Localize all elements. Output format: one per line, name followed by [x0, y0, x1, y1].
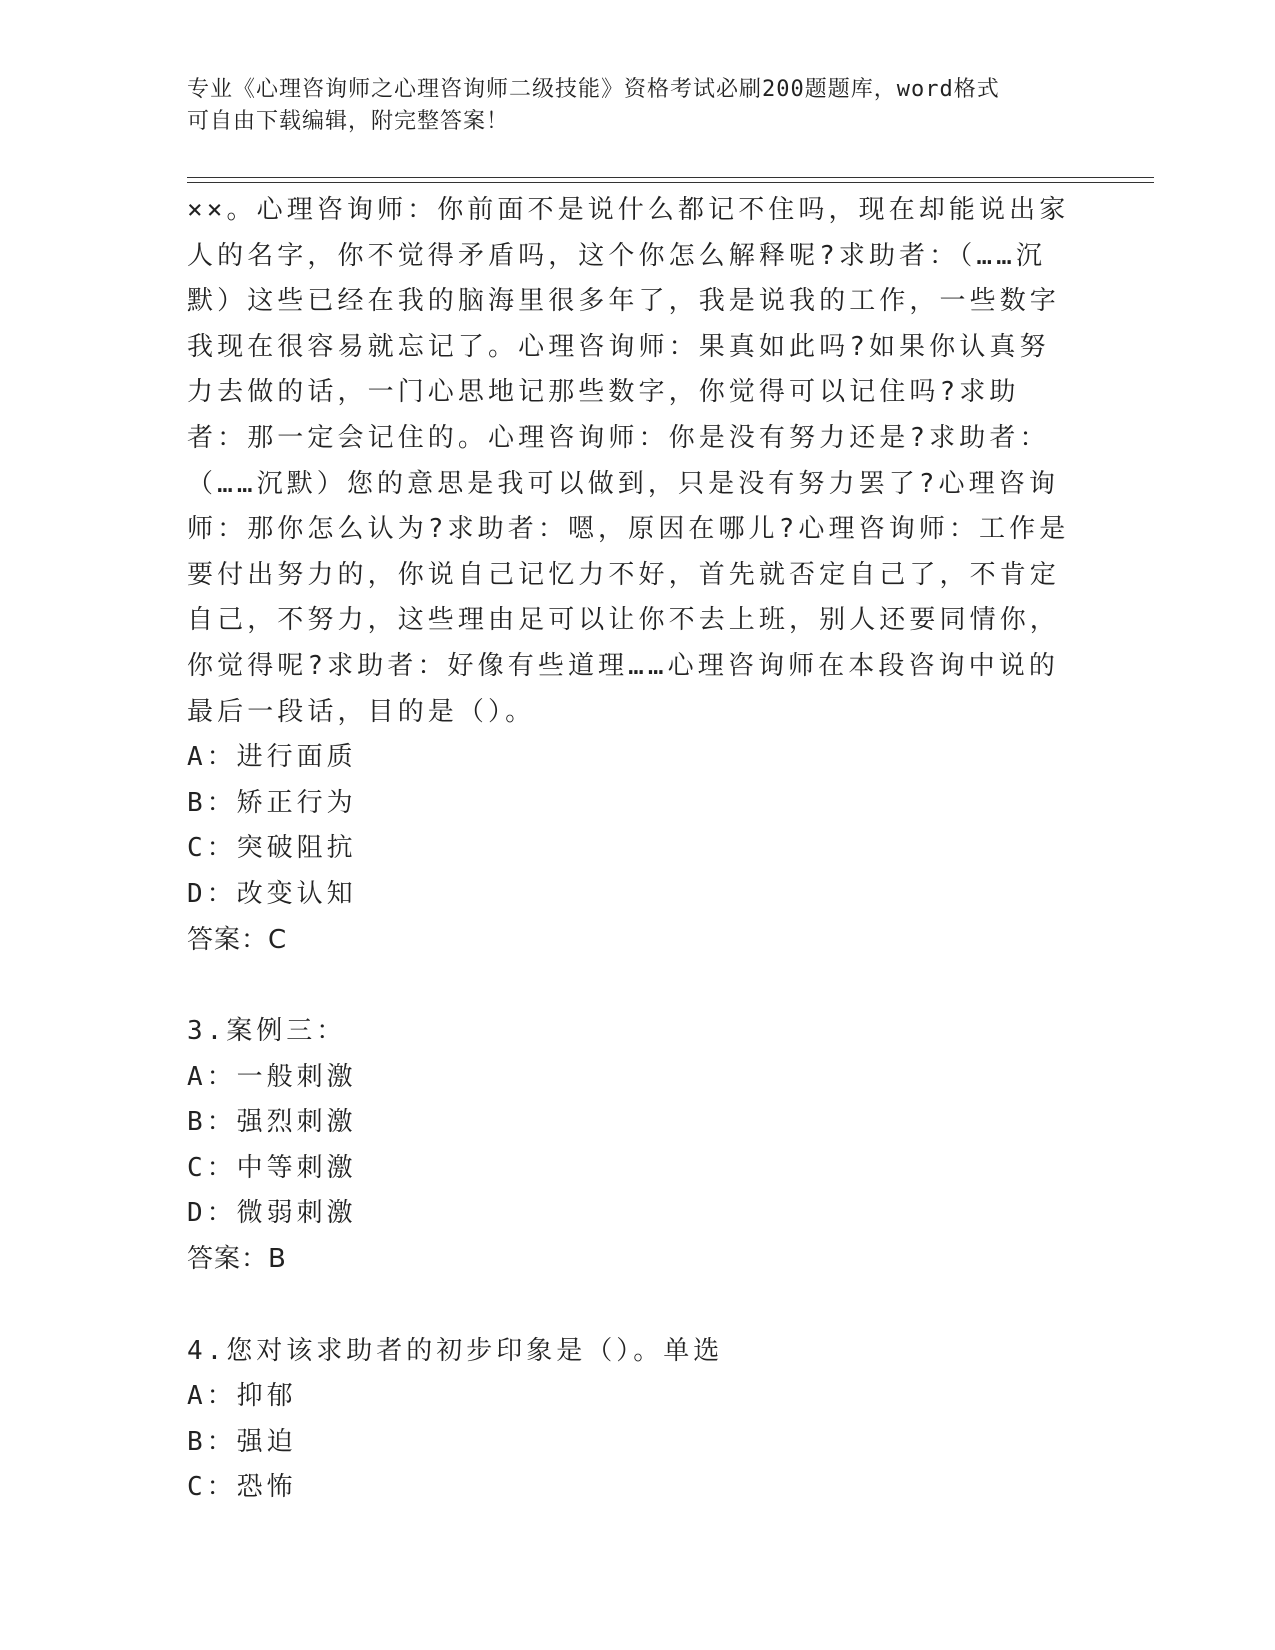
option-c: C：恐怖 [187, 1472, 297, 1503]
option-a: A：进行面质 [187, 742, 357, 773]
option-b: B：强迫 [187, 1426, 297, 1457]
option-a: A：一般刺激 [187, 1061, 357, 1092]
question-3 [187, 1009, 1077, 1283]
question-text: 3.案例三： [187, 1016, 347, 1047]
option-c: C：突破阻抗 [187, 833, 357, 864]
option-d: D：微弱刺激 [187, 1198, 357, 1229]
spacer [187, 963, 1077, 1009]
spacer [187, 1283, 1077, 1329]
option-d: D：改变认知 [187, 878, 357, 909]
header-line-2: 可自由下载编辑，附完整答案！ [187, 109, 510, 134]
option-b: B：强烈刺激 [187, 1107, 357, 1138]
question-4 [187, 1329, 1077, 1511]
option-b: B：矫正行为 [187, 787, 357, 818]
document-header [187, 74, 1067, 138]
question-text: 4.您对该求助者的初步印象是（）。单选 [187, 1335, 724, 1366]
answer: 答案：C [187, 924, 288, 955]
header-line-1: 专业《心理咨询师之心理咨询师二级技能》资格考试必刷200题题库，word格式 [187, 77, 1000, 102]
option-a: A：抑郁 [187, 1381, 297, 1412]
question-2 [187, 188, 1077, 963]
header-rule-bottom [187, 182, 1154, 183]
question-text: ××。心理咨询师：你前面不是说什么都记不住吗，现在却能说出家人的名字，你不觉得矛盾吗，这个你怎么解释呢?求助者：（……沉默）这些已经在我的脑海里很多年了，我是说我的工作，一些数字我现在很容易就忘记了。心理咨询师：果真如此吗?如果你认真努力去做的话，一门心思地记那些数字，你觉得可以记住吗?求助者：那一定会记住的。心理咨询师：你是没有努力还是?求助者：（……沉默）您的意思是我可以做到，只是没有努力罢了?心理咨询师：那你怎么认为?求助者：嗯，原因在哪儿?心理咨询师：工作是要付出努力的，你说自己记忆力不好，首先就否定自己了，不肯定自己，不努力，这些理由足可以让你不去上班，别人还要同情你，你觉得呢?求助者：好像有些道理……心理咨询师在本段咨询中说的最后一段话，目的是（）。 [187, 195, 1070, 727]
option-c: C：中等刺激 [187, 1152, 357, 1183]
header-rule-top [187, 177, 1154, 178]
document-body [187, 188, 1077, 1511]
answer: 答案：B [187, 1244, 287, 1275]
